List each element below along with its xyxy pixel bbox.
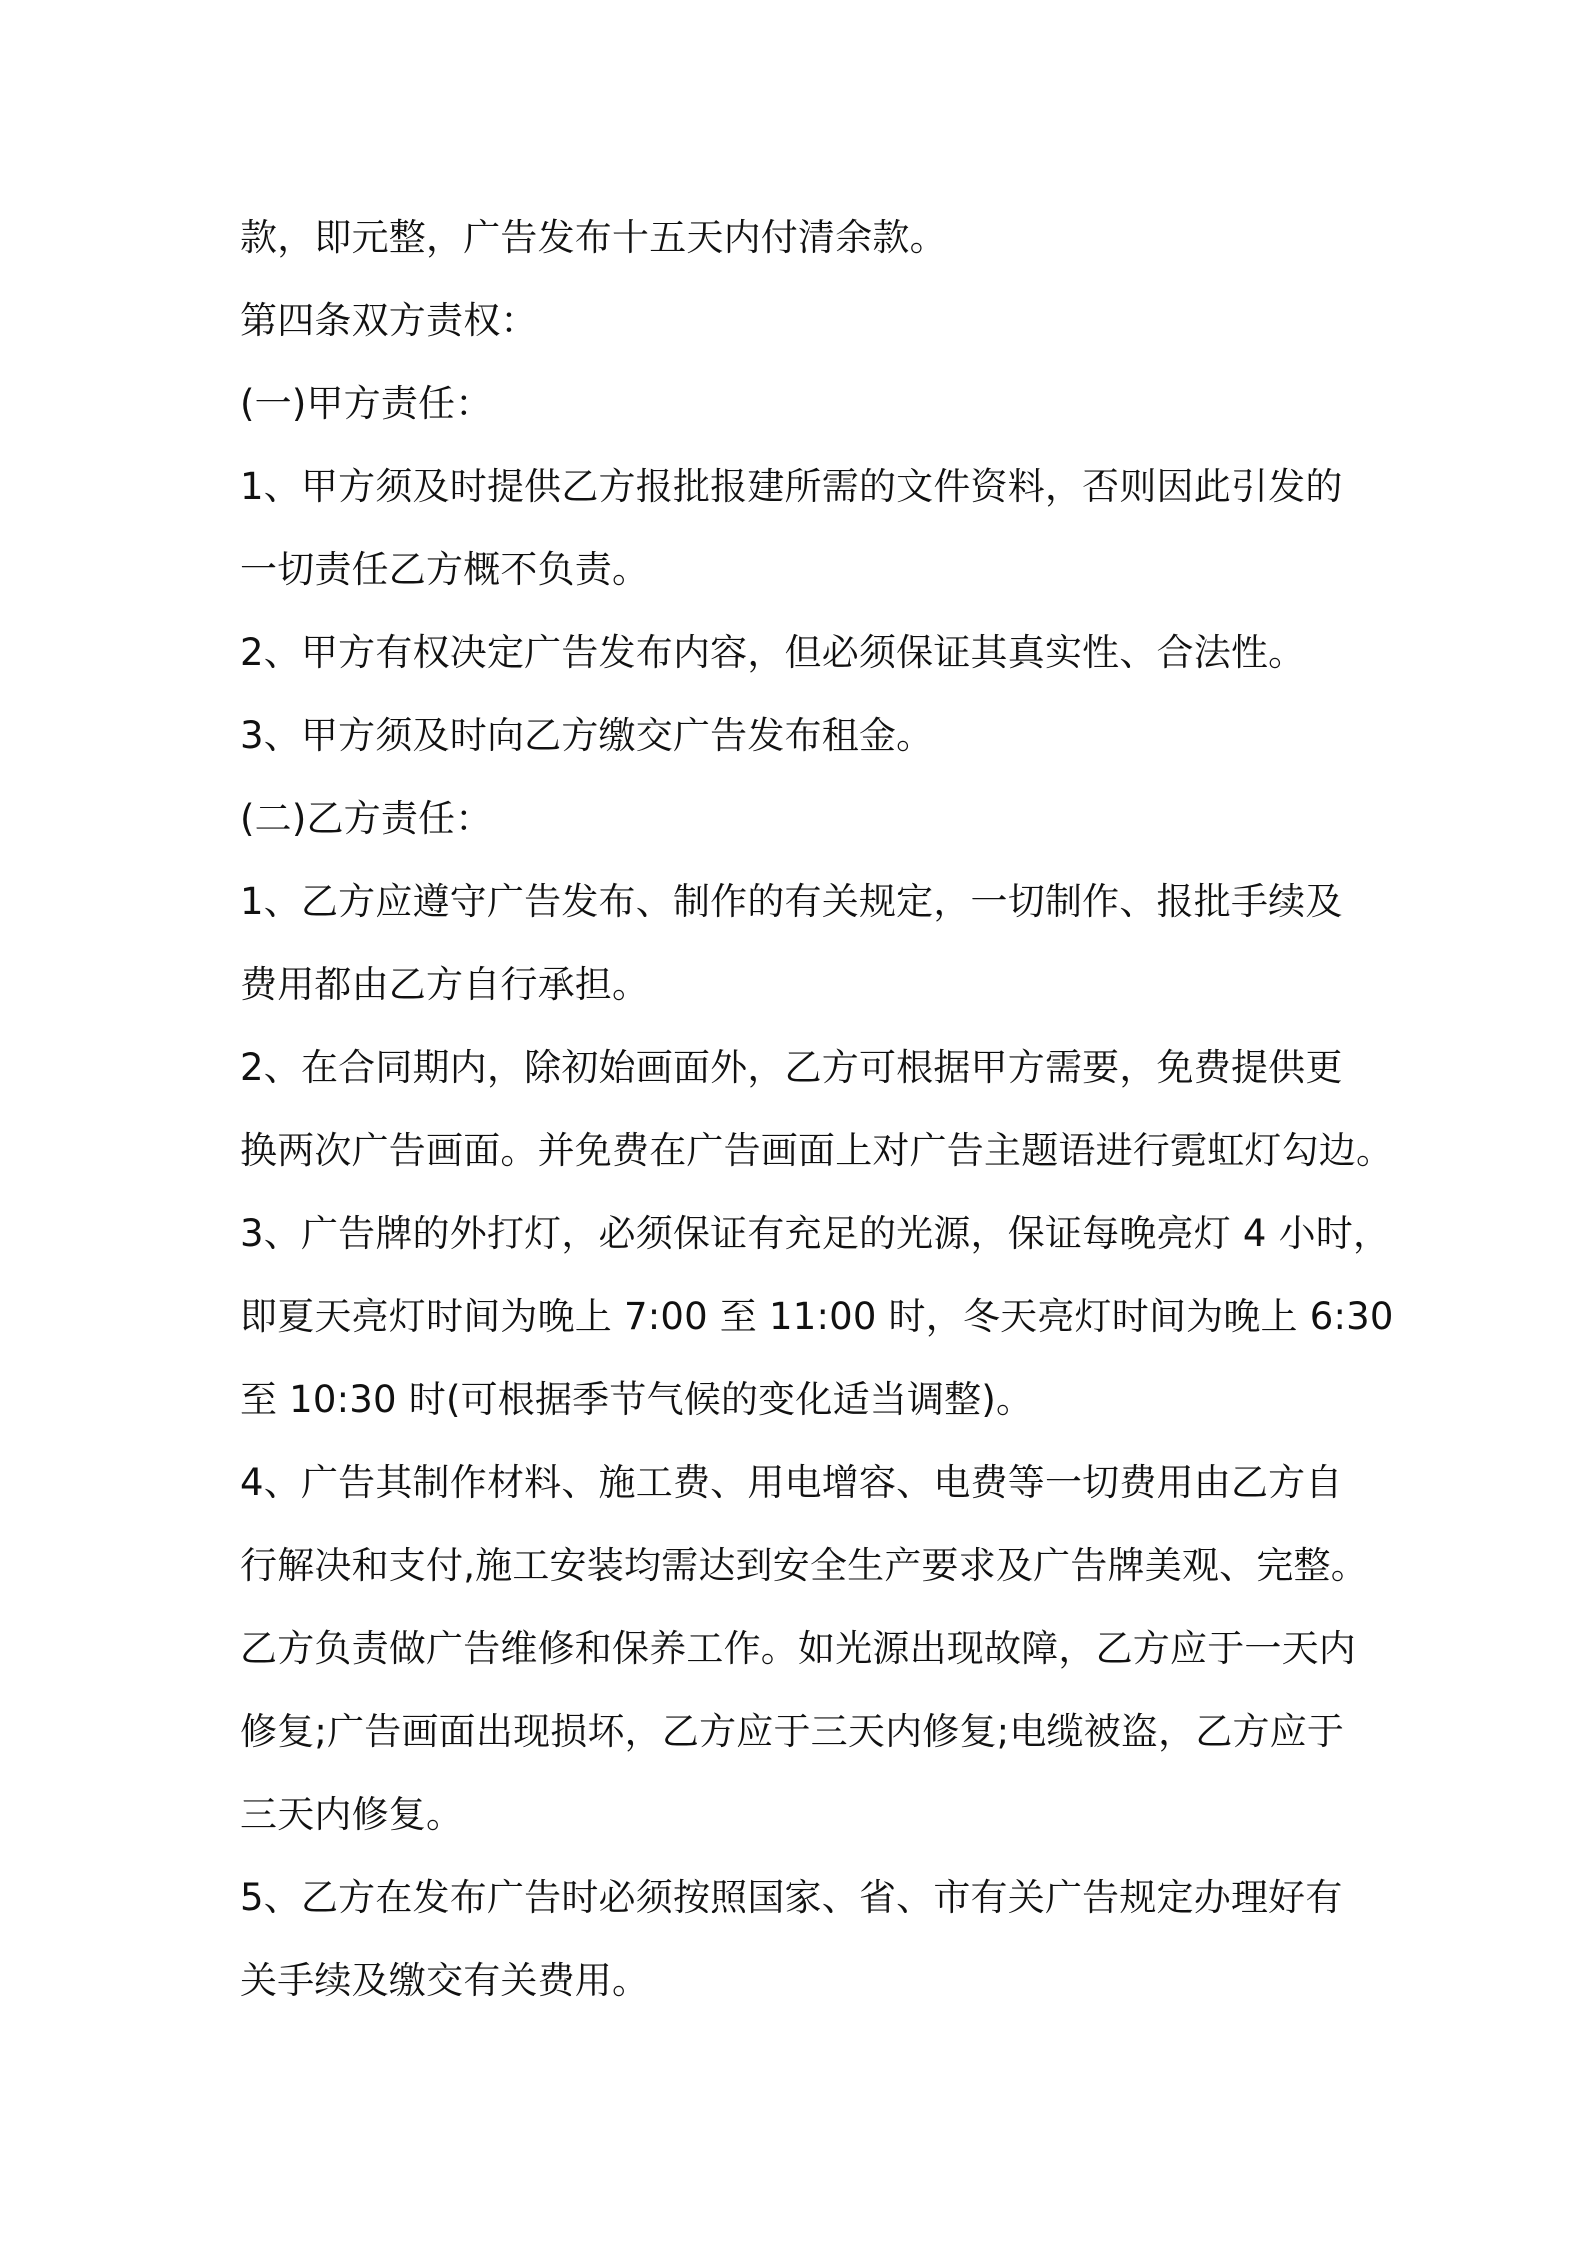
text-line: 1、甲方须及时提供乙方报批报建所需的文件资料，否则因此引发的 bbox=[240, 465, 1343, 508]
text-line: 换两次广告画面。并免费在广告画面上对广告主题语进行霓虹灯勾边。 bbox=[240, 1129, 1394, 1172]
text-line: 5、乙方在发布广告时必须按照国家、省、市有关广告规定办理好有 bbox=[240, 1876, 1343, 1919]
text-line: 修复;广告画面出现损坏，乙方应于三天内修复;电缆被盗，乙方应于 bbox=[240, 1710, 1345, 1753]
subsection-heading: (二)乙方责任： bbox=[240, 797, 493, 840]
text-line: 三天内修复。 bbox=[240, 1793, 464, 1836]
text-line: 行解决和支付,施工安装均需达到安全生产要求及广告牌美观、完整。 bbox=[240, 1544, 1368, 1587]
text-line: 2、在合同期内，除初始画面外，乙方可根据甲方需要，免费提供更 bbox=[240, 1046, 1343, 1089]
text-line: 款，即元整，广告发布十五天内付清余款。 bbox=[240, 216, 947, 259]
section-heading: 第四条双方责权： bbox=[240, 299, 538, 342]
text-line: 即夏天亮灯时间为晚上 7:00 至 11:00 时，冬天亮灯时间为晚上 6:30 bbox=[240, 1295, 1394, 1338]
text-line: 至 10:30 时(可根据季节气候的变化适当调整)。 bbox=[240, 1378, 1034, 1421]
text-line: 关手续及缴交有关费用。 bbox=[240, 1959, 650, 2002]
text-line: 费用都由乙方自行承担。 bbox=[240, 963, 650, 1006]
text-line: 1、乙方应遵守广告发布、制作的有关规定，一切制作、报批手续及 bbox=[240, 880, 1343, 923]
text-line: 一切责任乙方概不负责。 bbox=[240, 548, 650, 591]
subsection-heading: (一)甲方责任： bbox=[240, 382, 493, 425]
text-line: 2、甲方有权决定广告发布内容，但必须保证其真实性、合法性。 bbox=[240, 631, 1306, 674]
text-line: 3、广告牌的外打灯，必须保证有充足的光源，保证每晚亮灯 4 小时， bbox=[240, 1212, 1391, 1255]
text-line: 3、甲方须及时向乙方缴交广告发布租金。 bbox=[240, 714, 934, 757]
text-line: 4、广告其制作材料、施工费、用电增容、电费等一切费用由乙方自 bbox=[240, 1461, 1343, 1504]
document-body bbox=[240, 196, 1394, 2022]
text-line: 乙方负责做广告维修和保养工作。如光源出现故障，乙方应于一天内 bbox=[240, 1627, 1356, 1670]
